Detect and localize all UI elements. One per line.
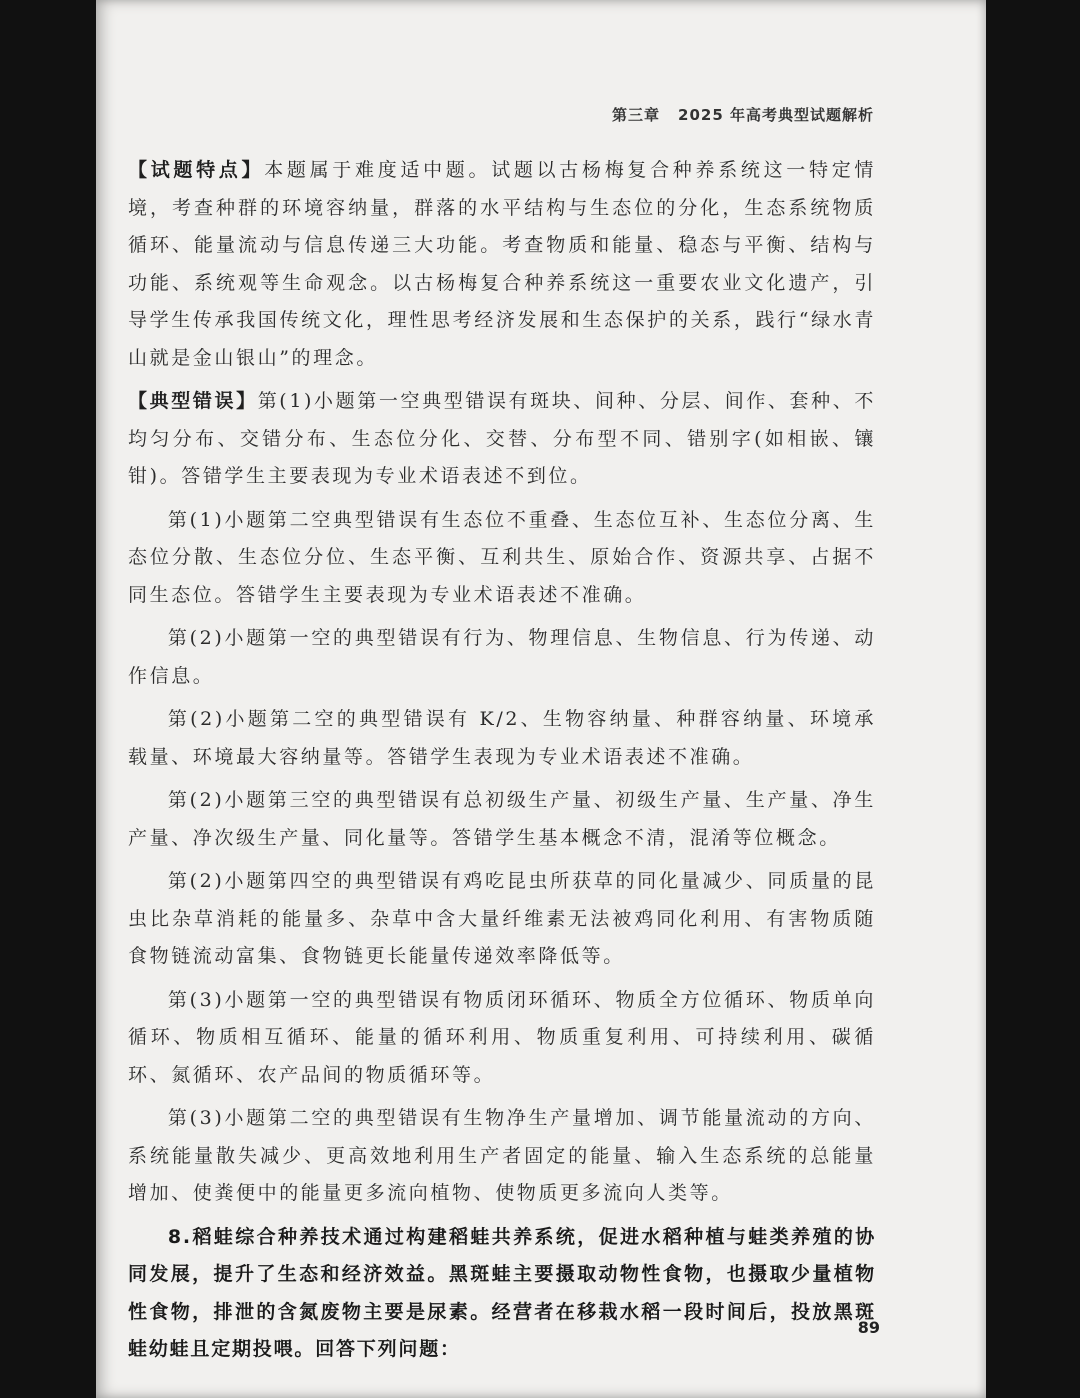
chapter-title: 2025 年高考典型试题解析 (678, 106, 874, 124)
question-number: 8. (167, 1225, 192, 1248)
errors-first-paragraph (128, 383, 876, 496)
error-item: 第(3)小题第二空的典型错误有生物净生产量增加、调节能量流动的方向、系统能量散失减少、更高效地利用生产者固定的能量、输入生态系统的总能量增加、使粪便中的能量更多流向植物、使物质更多流向人类等。 (128, 1107, 876, 1204)
features-paragraph (128, 152, 876, 377)
features-text: 本题属于难度适中题。试题以古杨梅复合种养系统这一特定情境，考查种群的环境容纳量，群落的水平结构与生态位的分化，生态系统物质循环、能量流动与信息传递三大功能。考查物质和能量、稳态与平衡、结构与功能、系统观等生命观念。以古杨梅复合种养系统这一重要农业文化遗产，引导学生传承我国传统文化，理性思考经济发展和生态保护的关系，践行“绿水青山就是金山银山”的理念。 (128, 159, 876, 369)
chapter-label: 第三章 (612, 106, 661, 124)
error-item: 第(2)小题第四空的典型错误有鸡吃昆虫所获草的同化量减少、同质量的昆虫比杂草消耗的能量多、杂草中含大量纤维素无法被鸡同化利用、有害物质随食物链流动富集、食物链更长能量传递效率降低等。 (128, 870, 876, 967)
page-number: 89 (857, 1318, 880, 1337)
running-header (612, 104, 874, 125)
error-item: 第(3)小题第一空的典型错误有物质闭环循环、物质全方位循环、物质单向循环、物质相互循环、能量的循环利用、物质重复利用、可持续利用、碳循环、氮循环、农产品间的物质循环等。 (128, 988, 876, 1086)
features-label: 【试题特点】 (128, 159, 265, 181)
errors-first-text: 第(1)小题第一空典型错误有斑块、间种、分层、间作、套种、不均匀分布、交错分布、生态位分化、交替、分布型不同、错别字(如相嵌、镶钳)。答错学生主要表现为专业术语表述不到位。 (128, 390, 876, 487)
book-page (96, 0, 986, 1398)
question-text: 稻蛙综合种养技术通过构建稻蛙共养系统，促进水稻种植与蛙类养殖的协同发展，提升了生态和经济效益。黑斑蛙主要摄取动物性食物，也摄取少量植物性食物，排泄的含氮废物主要是尿素。经营者在移栽水稻一段时间后，投放黑斑蛙幼蛙且定期投喂。回答下列问题： (128, 1225, 876, 1360)
error-item: 第(2)小题第三空的典型错误有总初级生产量、初级生产量、生产量、净生产量、净次级生产量、同化量等。答错学生基本概念不清，混淆等位概念。 (128, 789, 876, 849)
error-item: 第(1)小题第二空典型错误有生态位不重叠、生态位互补、生态位分离、生态位分散、生态位分位、生态平衡、互利共生、原始合作、资源共享、占据不同生态位。答错学生主要表现为专业术语表述不准确。 (128, 508, 876, 606)
page-body (128, 152, 876, 1375)
error-item: 第(2)小题第一空的典型错误有行为、物理信息、生物信息、行为传递、动作信息。 (128, 627, 876, 687)
question-paragraph (128, 1219, 876, 1369)
errors-label: 【典型错误】 (128, 390, 258, 412)
error-item: 第(2)小题第二空的典型错误有 K/2、生物容纳量、种群容纳量、环境承载量、环境最大容纳量等。答错学生表现为专业术语表述不准确。 (128, 708, 876, 768)
